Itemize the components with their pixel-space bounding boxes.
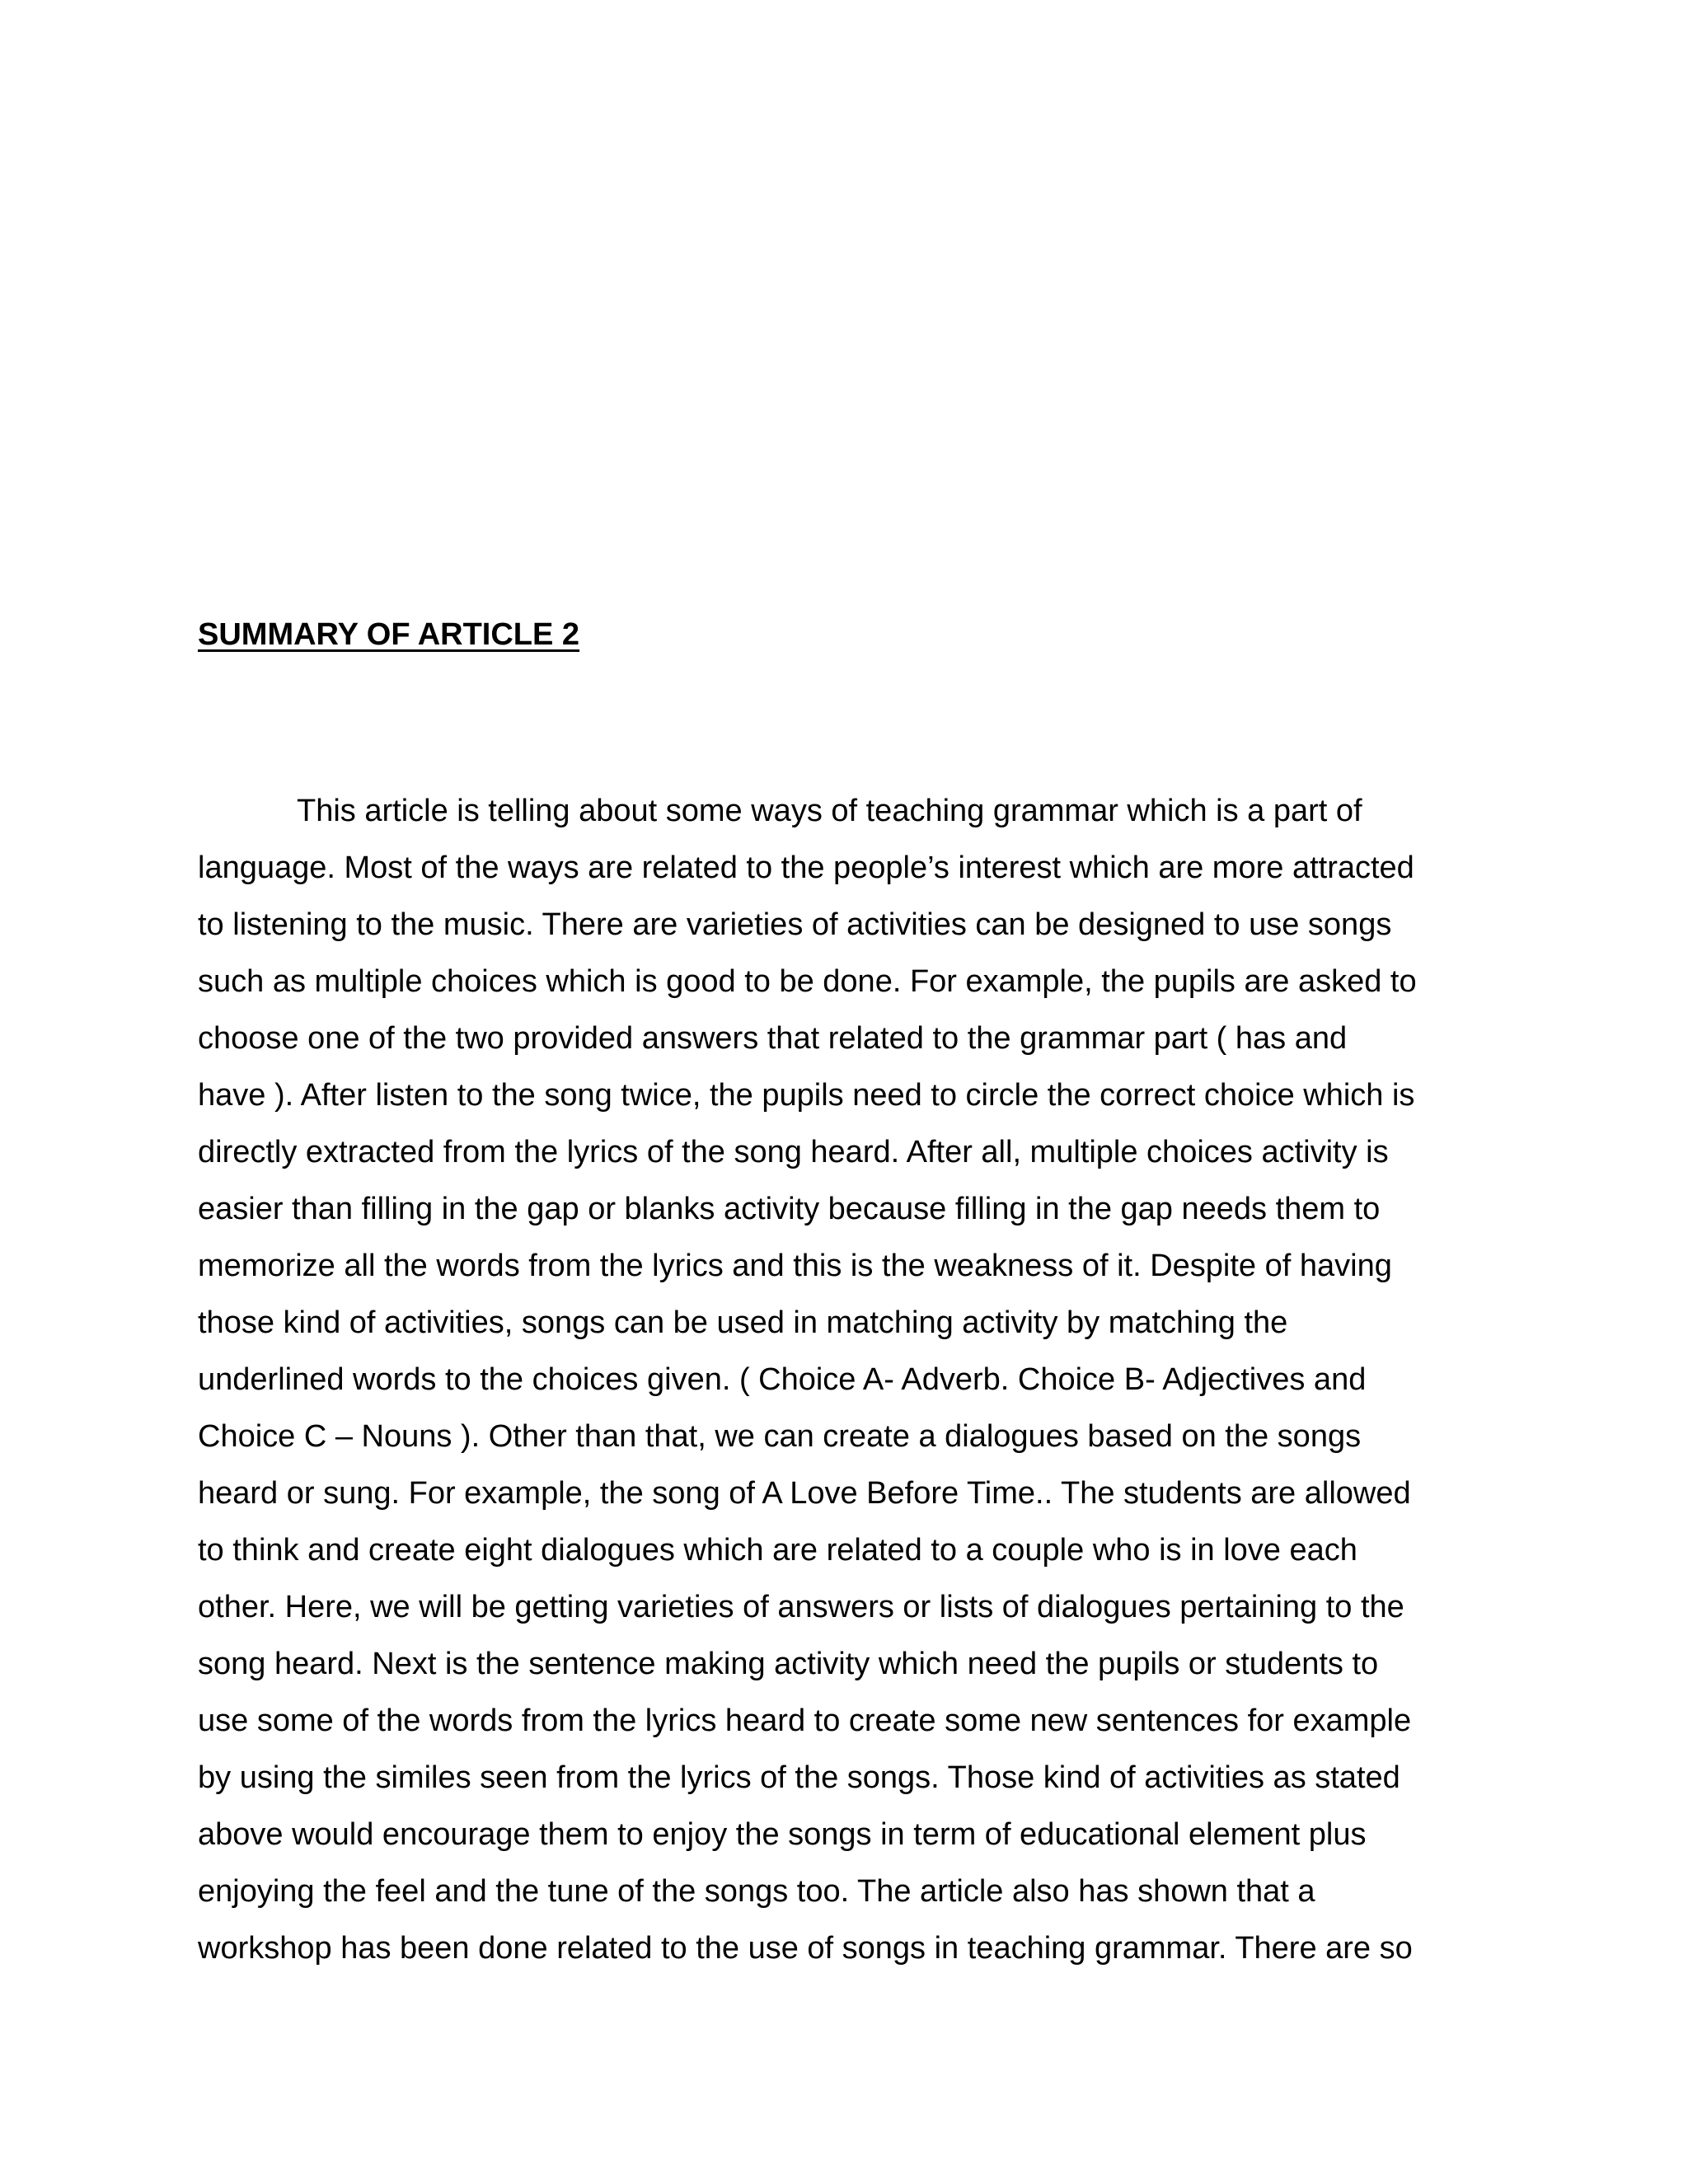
body-line: choose one of the two provided answers that related to the grammar part ( has and — [198, 1021, 1348, 1056]
body-line: memorize all the words from the lyrics and this is the weakness of it. Despite of having — [198, 1249, 1392, 1283]
body-line: such as multiple choices which is good to be done. For example, the pupils are asked to — [198, 964, 1417, 999]
body-line: heard or sung. For example, the song of A Love Before Time.. The students are allowed — [198, 1476, 1411, 1511]
document-body — [198, 783, 1517, 1977]
body-line: those kind of activities, songs can be used in matching activity by matching the — [198, 1305, 1288, 1340]
body-line: by using the similes seen from the lyrics of the songs. Those kind of activities as stated — [198, 1760, 1400, 1795]
body-line: enjoying the feel and the tune of the songs too. The article also has shown that a — [198, 1874, 1315, 1909]
body-line: to listening to the music. There are varieties of activities can be designed to use songs — [198, 907, 1392, 942]
body-line: have ). After listen to the song twice, the pupils need to circle the correct choice which is — [198, 1078, 1415, 1113]
body-line: use some of the words from the lyrics heard to create some new sentences for example — [198, 1704, 1412, 1738]
body-line: language. Most of the ways are related to the people’s interest which are more attracted — [198, 851, 1414, 885]
body-line: other. Here, we will be getting varieties of answers or lists of dialogues pertaining to the — [198, 1590, 1404, 1624]
body-line: directly extracted from the lyrics of the song heard. After all, multiple choices activity is — [198, 1135, 1389, 1169]
document-title: SUMMARY OF ARTICLE 2 — [198, 617, 580, 652]
body-line: This article is telling about some ways of teaching grammar which is a part of — [297, 794, 1362, 828]
body-line: workshop has been done related to the use of songs in teaching grammar. There are so — [198, 1931, 1413, 1966]
body-line: song heard. Next is the sentence making activity which need the pupils or students to — [198, 1647, 1379, 1681]
body-line: to think and create eight dialogues which are related to a couple who is in love each — [198, 1533, 1357, 1568]
body-line: Choice C – Nouns ). Other than that, we can create a dialogues based on the songs — [198, 1419, 1362, 1454]
body-line: underlined words to the choices given. ( Choice A- Adverb. Choice B- Adjectives and — [198, 1362, 1367, 1397]
body-line: easier than filling in the gap or blanks activity because filling in the gap needs them to — [198, 1192, 1381, 1226]
body-line: above would encourage them to enjoy the songs in term of educational element plus — [198, 1817, 1367, 1852]
